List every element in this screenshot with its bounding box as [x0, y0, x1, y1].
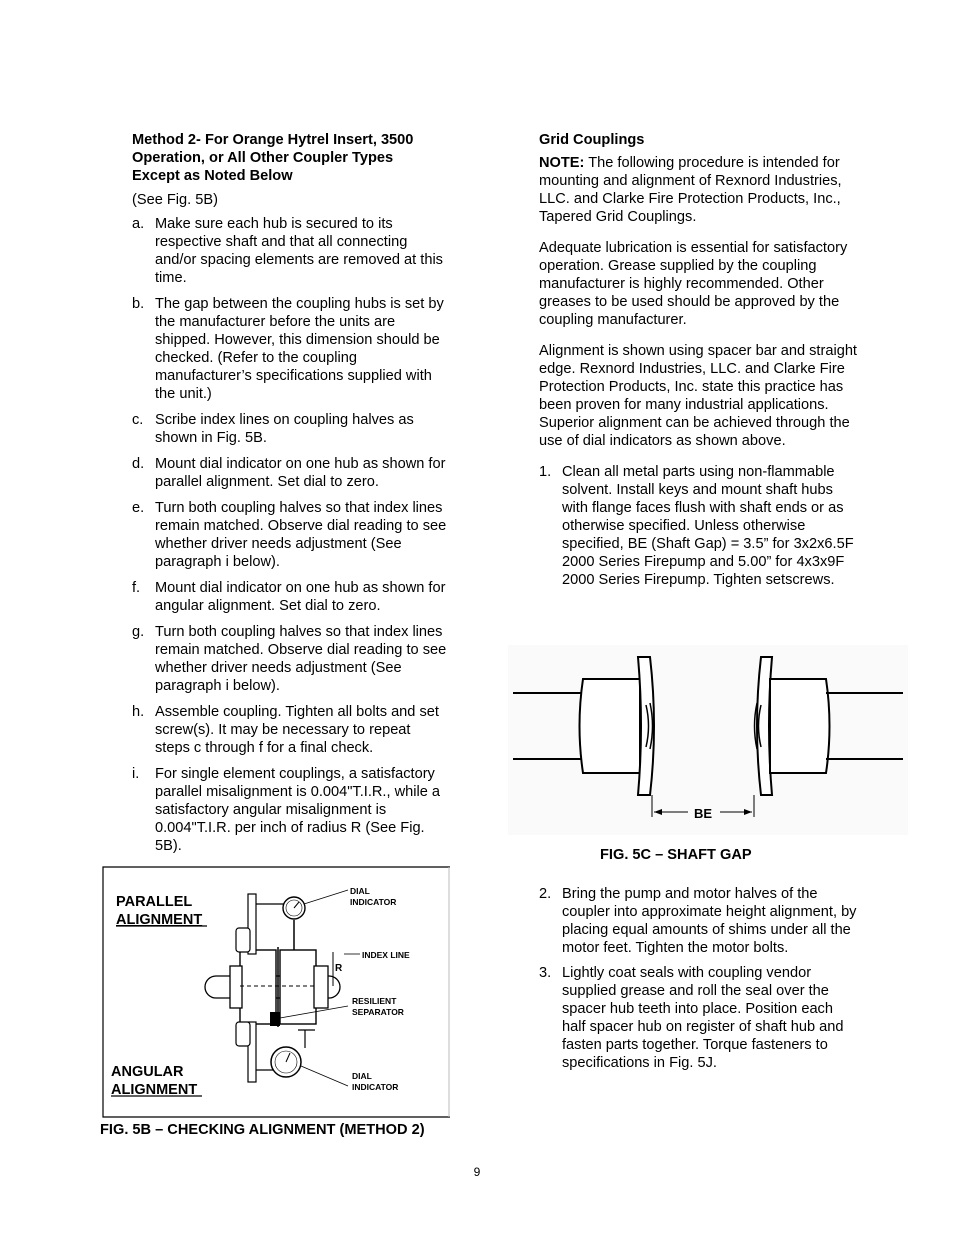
angular-label: ANGULAR — [111, 1064, 184, 1080]
be-label: BE — [694, 806, 713, 821]
resilient-separator-label: RESILIENT — [352, 996, 397, 1006]
resilient-separator-label-2: SEPARATOR — [352, 1007, 404, 1017]
note-label: NOTE: — [539, 155, 585, 171]
dial-indicator-lower-label-2: INDICATOR — [352, 1082, 399, 1092]
step-3: 3. Lightly coat seals with coupling vendor supplied grease and roll the seal over the spacer hub teeth into place. Position each half spacer hub on register of shaft hub and fasten parts together. Torque fasteners to specifications in Fig. 5J. — [539, 965, 844, 1071]
list-item-c: c. Scribe index lines on coupling halves as shown in Fig. 5B. — [132, 412, 414, 446]
list-item-h: h. Assemble coupling. Tighten all bolts and set screw(s). It may be necessary to repeat steps c through f for a final check. — [132, 704, 439, 756]
parallel-alignment-label: ALIGNMENT — [116, 912, 203, 928]
lubrication-paragraph: Adequate lubrication is essential for satisfactory operation. Grease supplied by the coupling manufacturer is highly recommended. Other greases to be used should be approved by the coupling manufacturer. — [539, 240, 848, 328]
parallel-label: PARALLEL — [116, 894, 193, 910]
note-paragraph: NOTE: The following procedure is intended for mounting and alignment of Rexnord Industries, LLC. and Clarke Fire Protection Products, Inc., Tapered Grid Couplings. — [539, 155, 842, 225]
left-column — [132, 131, 447, 855]
grid-couplings-heading: Grid Couplings — [539, 132, 645, 148]
see-fig-5b: (See Fig. 5B) — [132, 192, 218, 208]
dial-indicator-lower-label: DIAL — [352, 1071, 372, 1081]
radius-label: R — [335, 963, 343, 974]
right-column — [539, 131, 859, 589]
fig-5c-caption: FIG. 5C – SHAFT GAP — [600, 847, 752, 863]
right-column-lower — [539, 885, 859, 1072]
left-shaft-hub — [580, 679, 641, 773]
fig-5b-caption: FIG. 5B – CHECKING ALIGNMENT (METHOD 2) — [100, 1122, 425, 1138]
fig-5c-diagram — [508, 645, 908, 835]
list-item-a: a. Make sure each hub is secured to its respective shaft and that all connecting and/or spacing elements are removed at this time. — [132, 216, 443, 286]
list-item-g: g. Turn both coupling halves so that index lines remain matched. Observe dial reading to see whether driver needs adjustment (See paragraph i below). — [132, 624, 447, 694]
index-line-label: INDEX LINE — [362, 950, 410, 960]
right-shaft-hub — [770, 679, 830, 773]
dial-indicator-upper-label-2: INDICATOR — [350, 897, 397, 907]
list-item-f: f. Mount dial indicator on one hub as shown for angular alignment. Set dial to zero. — [132, 580, 446, 614]
alignment-paragraph: Alignment is shown using spacer bar and straight edge. Rexnord Industries, LLC. and Clarke Fire Protection Products, Inc. state this practice has been proven for many industrial applications. Superior alignment can be achieved through the use of dial indicators as shown above. — [539, 343, 857, 449]
fig-5b-diagram — [100, 862, 452, 1122]
method2-heading: Method 2- For Orange Hytrel Insert, 3500 Operation, or All Other Coupler Types Except as Noted Below — [132, 132, 414, 184]
list-item-i: i. For single element couplings, a satisfactory parallel misalignment is 0.004"T.I.R., while a satisfactory angular misalignment is 0.004"T.I.R. per inch of radius R (See Fig. 5B). — [132, 766, 441, 854]
angular-alignment-label: ALIGNMENT — [111, 1082, 198, 1098]
page-number: 9 — [473, 1165, 481, 1179]
list-item-e: e. Turn both coupling halves so that index lines remain matched. Observe dial reading to see whether driver needs adjustment (See paragraph i below). — [132, 500, 447, 570]
list-item-d: d. Mount dial indicator on one hub as shown for parallel alignment. Set dial to zero. — [132, 456, 446, 490]
step-1: 1. Clean all metal parts using non-flammable solvent. Install keys and mount shaft hubs with flange faces flush with shaft ends or as otherwise specified. Unless otherwise specified, BE (Shaft Gap) = 3.5” for 3x2x6.5F 2000 Series Firepump and 5.00” for 4x3x9F 2000 Series Firepump. Tighten setscrews. — [539, 464, 854, 588]
list-item-b: b. The gap between the coupling hubs is set by the manufacturer before the units are shipped. However, this dimension should be checked. (Refer to the coupling manufacturer’s specifications supplied with the unit.) — [132, 296, 444, 402]
step-2: 2. Bring the pump and motor halves of the coupler into approximate height alignment, by placing equal amounts of shims under all the motor feet. Tighten the motor bolts. — [539, 886, 857, 956]
dial-indicator-upper-label: DIAL — [350, 886, 370, 896]
